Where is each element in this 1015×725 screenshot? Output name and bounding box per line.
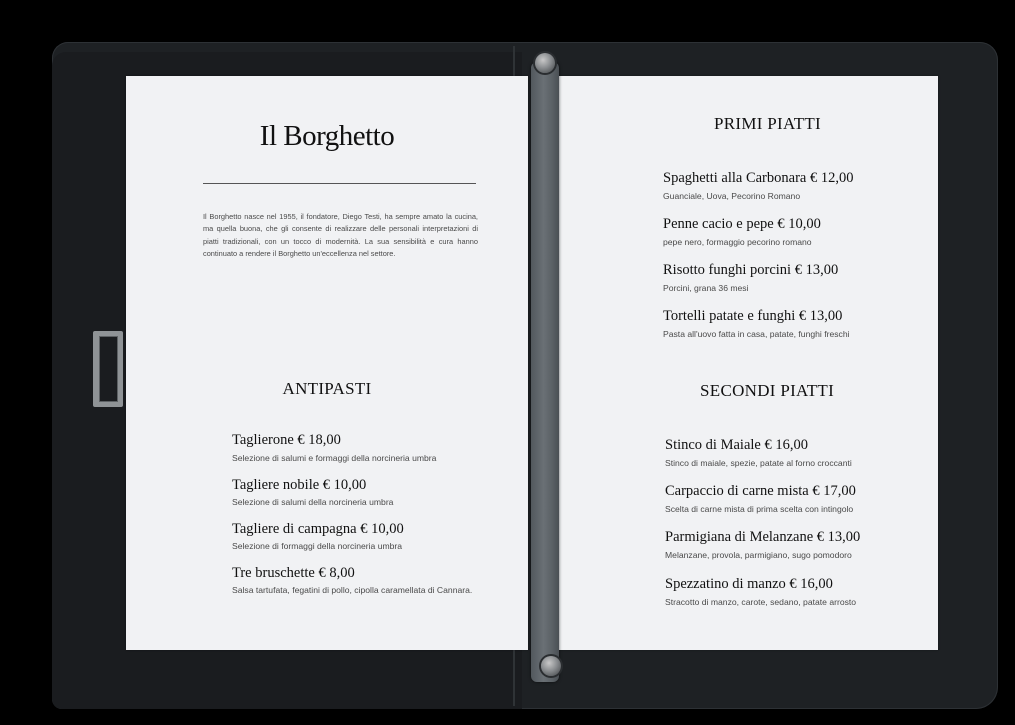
section-title-secondi: SECONDI PIATTI xyxy=(700,381,835,400)
menu-item-desc: Stracotto di manzo, carote, sedano, patate arrosto xyxy=(665,597,857,607)
menu-item-desc: Selezione di formaggi della norcineria umbra xyxy=(232,541,403,551)
menu-item-name: Spezzatino di manzo € 16,00 xyxy=(665,576,833,592)
menu-item-name: Risotto funghi porcini € 13,00 xyxy=(663,262,839,278)
folder-handle xyxy=(93,331,123,407)
restaurant-intro: Il Borghetto nasce nel 1955, il fondatore, Diego Testi, ha sempre amato la cucina, ma quella buona, che gli consente di realizzare delle personali interpretazioni di piatti tradizionali, con un tocco di modernità. La sua sensibilità e cura hanno continuato a rendere il Borghetto un'eccellenza nel settore. xyxy=(203,212,478,259)
menu-item-desc: Selezione di salumi della norcineria umbra xyxy=(232,497,394,507)
menu-item-name: Carpaccio di carne mista € 17,00 xyxy=(665,483,856,499)
menu-item-desc: Selezione di salumi e formaggi della norcineria umbra xyxy=(232,453,437,463)
menu-item-desc: Scelta di carne mista di prima scelta con intingolo xyxy=(665,504,854,514)
menu-item-name: Penne cacio e pepe € 10,00 xyxy=(663,216,821,232)
menu-item-name: Tre bruschette € 8,00 xyxy=(232,565,355,581)
menu-item-name: Tagliere nobile € 10,00 xyxy=(232,477,367,493)
snap-button-top xyxy=(535,53,555,73)
section-title-primi: PRIMI PIATTI xyxy=(714,114,822,133)
menu-item-desc: Porcini, grana 36 mesi xyxy=(663,283,749,293)
title-divider xyxy=(203,183,476,184)
menu-item-name: Taglierone € 18,00 xyxy=(232,432,341,448)
menu-item-name: Parmigiana di Melanzane € 13,00 xyxy=(665,529,861,545)
menu-item-desc: pepe nero, formaggio pecorino romano xyxy=(663,237,812,247)
menu-item-name: Tagliere di campagna € 10,00 xyxy=(232,521,404,537)
menu-item-name: Tortelli patate e funghi € 13,00 xyxy=(663,308,843,324)
menu-item-desc: Guanciale, Uova, Pecorino Romano xyxy=(663,191,801,201)
right-page xyxy=(548,76,938,650)
restaurant-name: Il Borghetto xyxy=(259,120,395,152)
binding-strap xyxy=(531,62,559,682)
left-page xyxy=(126,76,528,650)
menu-item-desc: Stinco di maiale, spezie, patate al forno croccanti xyxy=(665,458,852,468)
section-title-antipasti: ANTIPASTI xyxy=(282,379,372,398)
snap-button-bottom xyxy=(541,656,561,676)
menu-item-name: Spaghetti alla Carbonara € 12,00 xyxy=(663,170,854,186)
menu-item-desc: Melanzane, provola, parmigiano, sugo pomodoro xyxy=(665,550,852,560)
menu-item-name: Stinco di Maiale € 16,00 xyxy=(665,437,808,453)
menu-item-desc: Pasta all'uovo fatta in casa, patate, funghi freschi xyxy=(663,329,850,339)
menu-item-desc: Salsa tartufata, fegatini di pollo, cipolla caramellata di Cannara. xyxy=(232,585,473,595)
